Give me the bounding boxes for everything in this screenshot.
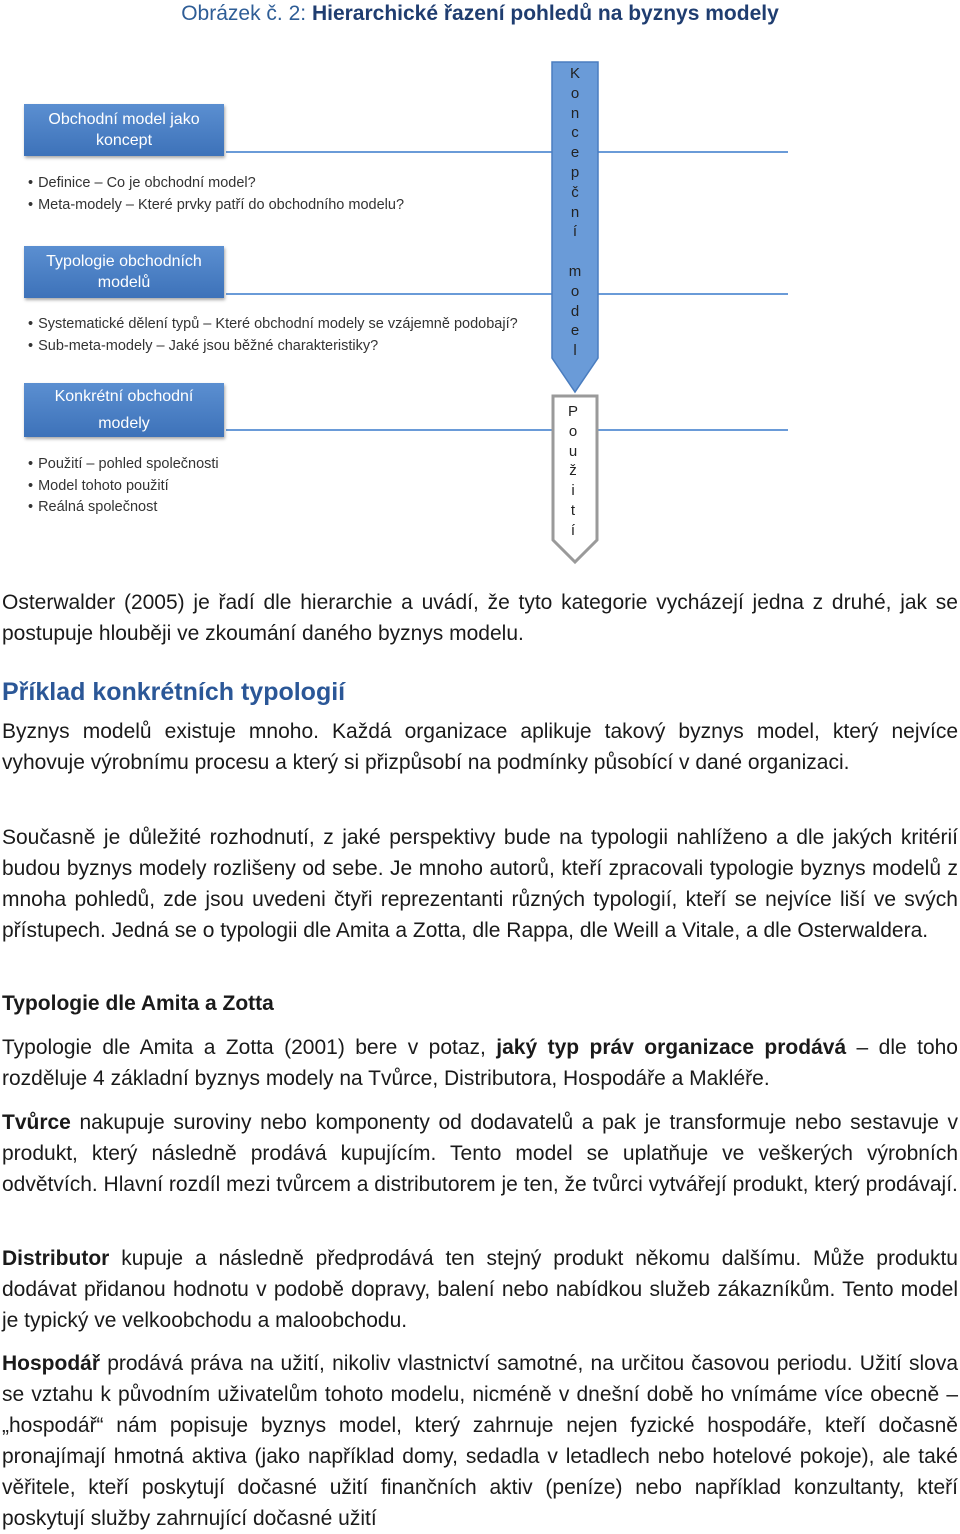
bullet-item: • Model tohoto použití — [28, 476, 219, 498]
caption-label: Obrázek č. 2: — [181, 2, 307, 25]
box1-line2: koncept — [95, 132, 153, 149]
arrow-letter: ž — [569, 462, 577, 480]
box2-line1: Typologie obchodních — [46, 253, 202, 270]
arrow-letter: K — [569, 65, 580, 82]
concept-arrow-text — [561, 64, 589, 361]
box-business-model-concept — [24, 104, 224, 156]
paragraph-osterwalder: Osterwalder (2005) je řadí dle hierarchie a uvádí, že tyto kategorie vycházejí jedna z druhé, jak se postupuje hlouběji ve zkoumání daného byznys modelu. — [2, 591, 958, 645]
arrow-letter: i — [571, 482, 575, 500]
hierarchy-diagram — [0, 40, 960, 580]
heading-examples: Příklad konkrétních typologií — [2, 678, 346, 706]
arrow-letter: í — [570, 521, 576, 539]
p4-bold: jaký typ práv organizace prodává — [496, 1036, 847, 1059]
box2-line2: modelů — [97, 274, 151, 291]
arrow-letter: o — [570, 84, 580, 102]
bullet-item: • Systematické dělení typů – Které obchodní modely se vzájemně podobají? — [28, 314, 518, 336]
bullet-item: • Reálná společnost — [28, 497, 219, 519]
arrow-letter: o — [570, 282, 580, 300]
heading-amit-zott: Typologie dle Amita a Zotta — [2, 992, 274, 1015]
paragraph-amit-zott — [2, 1032, 958, 1094]
term-landlord: Hospodář — [2, 1352, 101, 1375]
bullet-item: • Sub-meta-modely – Jaké jsou běžné charakteristiky? — [28, 336, 518, 358]
arrow-letter: t — [570, 501, 576, 519]
paragraph-landlord — [2, 1348, 958, 1534]
paragraph-distributor — [2, 1243, 958, 1336]
bullet-item: • Meta-modely – Které prvky patří do obchodního modelu? — [28, 195, 404, 217]
term-creator: Tvůrce — [2, 1111, 71, 1134]
box3-bullets — [28, 454, 219, 519]
arrow-letter — [561, 242, 589, 262]
p4-text-c: – dle toho rozděluje 4 základní byznys modely na Tvůrce, Distributora, Hospodáře a Makléře. — [2, 1036, 958, 1090]
arrow-letter: m — [568, 262, 582, 280]
arrow-letter: í — [572, 223, 578, 241]
arrow-letter: d — [570, 302, 580, 320]
box-concrete-models — [24, 383, 224, 437]
arrow-letter: c — [571, 124, 579, 142]
arrow-letter: p — [570, 163, 580, 181]
caption-title: Hierarchické řazení pohledů na byznys modely — [311, 2, 779, 25]
paragraph-perspective: Současně je důležité rozhodnutí, z jaké perspektivy bude na typologii nahlíženo a dle jakých kritérií budou byznys modely rozlišeny od sebe. Je mnoho autorů, kteří zpracovali typologie byznys modelů z mnoha pohledů, zde jsou uvedeni čtyři reprezentanti různých typologií, kteří se nejvíce liší ve svých přístupech. Jedná se o typologii dle Amita a Zotta, dle Rappa, dle Weill a Vitale, a dle Osterwaldera. — [2, 826, 958, 942]
figure-caption — [0, 0, 960, 30]
arrow-letter: l — [573, 342, 577, 360]
box3-line1: Konkrétní obchodní — [54, 388, 194, 405]
bullet-item: • Definice – Co je obchodní model? — [28, 173, 404, 195]
arrow-letter: P — [567, 403, 578, 420]
arrow-letter: e — [570, 144, 580, 162]
usage-arrow-text — [559, 402, 587, 541]
box3-line2: modely — [98, 415, 150, 432]
paragraph-creator — [2, 1107, 958, 1200]
landlord-text: prodává práva na užití, nikoliv vlastnictví samotné, na určitou časovou periodu. Užití slova se vztahu k původním uživatelům tohoto modelu, nicméně v dnešní době ho vnímáme více obecně – „hospodář“ nám popisuje byznys model, který zahrnuje nejen fyzické hospodáře, kteří dočasně pronajímají hmotná aktiva (jako například domy, sedadla v letadlech nebo hotelové pokoje), ale také věřitele, kteří poskytují dočasné užití finančních aktiv (peníze) nebo například konzultanty, kteří poskytují služby zahrnující dočasné užití — [2, 1352, 958, 1530]
distributor-text: kupuje a následně předprodává ten stejný produkt někomu dalšímu. Může produktu dodávat přidanou hodnotu v podobě dopravy, balení nebo nabídkou služeb zákazníkům. Tento model je typický ve velkoobchodu a maloobchodu. — [2, 1247, 958, 1332]
arrow-letter: u — [568, 442, 578, 460]
arrow-letter: o — [568, 422, 578, 440]
term-distributor: Distributor — [2, 1247, 110, 1270]
box2-bullets — [28, 314, 518, 357]
box1-bullets — [28, 173, 404, 216]
paragraph-many-models: Byznys modelů existuje mnoho. Každá organizace aplikuje takový byznys model, který nejvíce vyhovuje výrobnímu procesu a který si přizpůsobí na podmínky působící v dané organizaci. — [2, 720, 958, 774]
arrow-letter: e — [570, 322, 580, 340]
bullet-item: • Použití – pohled společnosti — [28, 454, 219, 476]
p4-text-a: Typologie dle Amita a Zotta (2001) bere v potaz, — [2, 1036, 497, 1059]
arrow-letter: č — [571, 183, 579, 201]
arrow-letter: n — [570, 104, 580, 122]
box1-line1: Obchodní model jako — [48, 111, 200, 128]
box-typology — [24, 246, 224, 298]
creator-text: nakupuje suroviny nebo komponenty od dodavatelů a pak je transformuje nebo sestavuje v produkt, který následně prodává kupujícím. Tento model se uplatňuje ve veškerých výrobních odvětvích. Hlavní rozdíl mezi tvůrcem a distributorem je ten, že tvůrci vytvářejí produkt, který prodávají. — [2, 1111, 958, 1196]
arrow-letter: n — [570, 203, 580, 221]
